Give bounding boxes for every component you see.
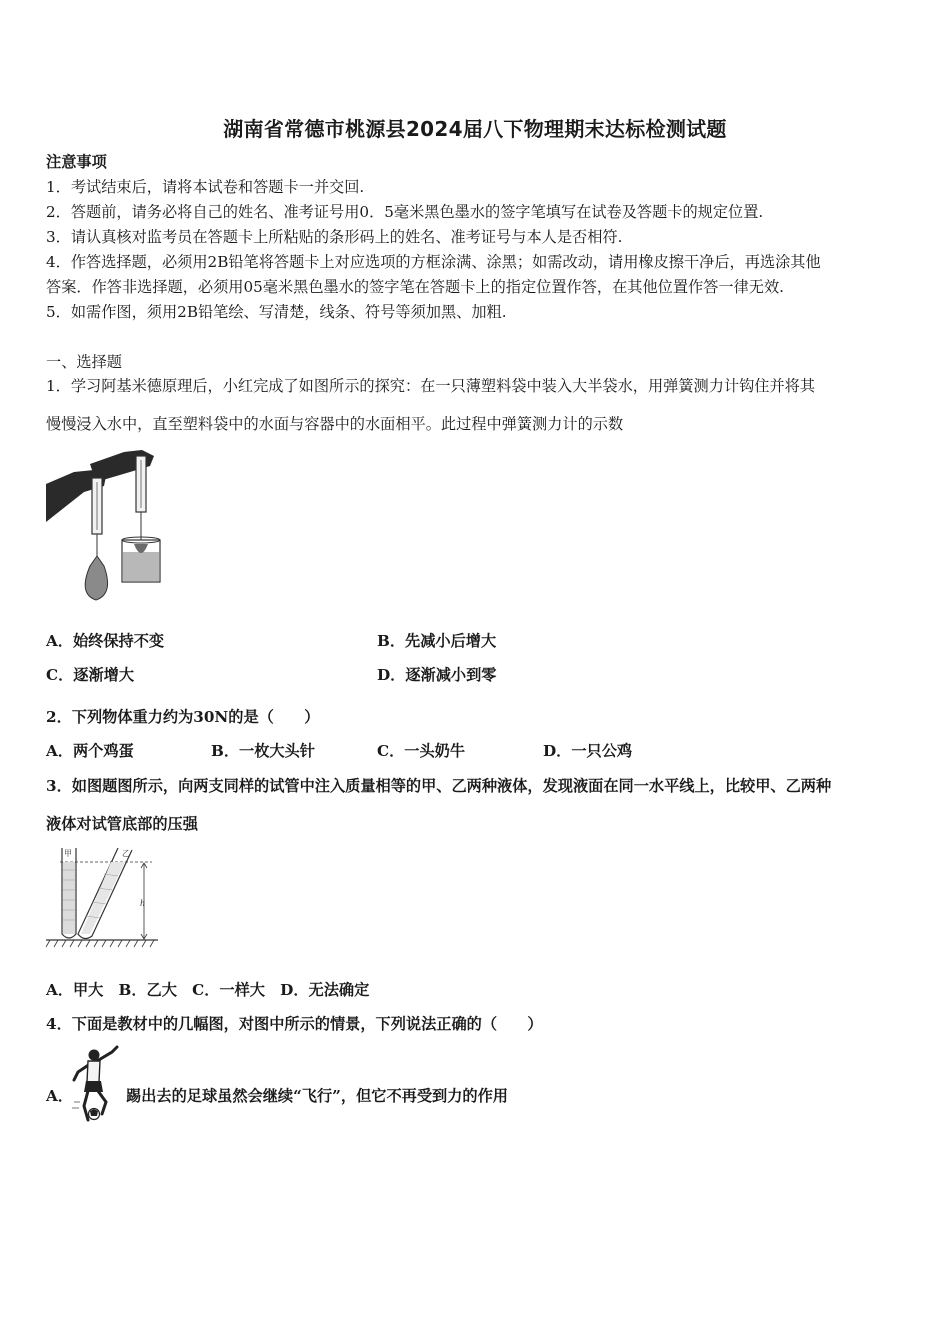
section-heading: 一、选择题 bbox=[46, 353, 122, 371]
q1-figure-spring-scale bbox=[44, 444, 164, 604]
notice-item: 1．考试结束后，请将本试卷和答题卡一并交回. bbox=[46, 178, 365, 196]
q3-stem-line1: 3．如图题图所示，向两支同样的试管中注入质量相等的甲、乙两种液体，发现液面在同一水平线上，比较甲、乙两种 bbox=[46, 777, 832, 795]
q2-option-d[interactable]: D．一只公鸡 bbox=[543, 742, 633, 760]
q3-figure-test-tubes bbox=[44, 844, 160, 954]
q1-option-c[interactable]: C．逐渐增大 bbox=[46, 666, 135, 684]
q3-label-jia: 甲 bbox=[64, 849, 72, 858]
q3-stem-line2: 液体对试管底部的压强 bbox=[46, 815, 198, 833]
q3-options[interactable]: A．甲大 B．乙大 C．一样大 D．无法确定 bbox=[46, 981, 370, 999]
q3-label-h: h bbox=[140, 899, 146, 908]
q4-stem: 4．下面是教材中的几幅图，对图中所示的情景，下列说法正确的（ ） bbox=[46, 1015, 543, 1033]
q1-option-b[interactable]: B．先减小后增大 bbox=[377, 632, 497, 650]
q1-option-d[interactable]: D．逐渐减小到零 bbox=[377, 666, 497, 684]
notice-item: 2．答题前，请务必将自己的姓名、准考证号用0．5毫米黑色墨水的签字笔填写在试卷及答题卡的规定位置. bbox=[46, 203, 764, 221]
notice-item: 5．如需作图，须用2B铅笔绘、写清楚，线条、符号等须加黑、加粗. bbox=[46, 303, 507, 321]
q2-option-b[interactable]: B．一枚大头针 bbox=[211, 742, 315, 760]
notice-heading: 注意事项 bbox=[46, 153, 107, 171]
q2-option-a[interactable]: A．两个鸡蛋 bbox=[46, 742, 134, 760]
q3-label-yi: 乙 bbox=[122, 849, 130, 858]
q1-stem-line2: 慢慢浸入水中，直至塑料袋中的水面与容器中的水面相平。此过程中弹簧测力计的示数 bbox=[46, 415, 624, 433]
notice-item: 4．作答选择题，必须用2B铅笔将答题卡上对应选项的方框涂满、涂黑；如需改动，请用橡皮擦干净后，再选涂其他 bbox=[46, 253, 821, 271]
q1-option-a[interactable]: A．始终保持不变 bbox=[46, 632, 165, 650]
notice-item: 答案．作答非选择题，必须用05毫米黑色墨水的签字笔在答题卡上的指定位置作答，在其他位置作答一律无效. bbox=[46, 278, 784, 296]
q2-stem: 2．下列物体重力约为30N的是（ ） bbox=[46, 708, 320, 726]
page-title: 湖南省常德市桃源县2024届八下物理期末达标检测试题 bbox=[223, 117, 727, 141]
notice-item: 3．请认真核对监考员在答题卡上所粘贴的条形码上的姓名、准考证号与本人是否相符. bbox=[46, 228, 623, 246]
q4-figure-football-player bbox=[72, 1046, 124, 1126]
q4-option-a-label[interactable]: A． bbox=[46, 1087, 73, 1105]
q2-option-c[interactable]: C．一头奶牛 bbox=[377, 742, 466, 760]
q4-option-a-text[interactable]: 踢出去的足球虽然会继续“飞行”，但它不再受到力的作用 bbox=[126, 1087, 508, 1105]
q1-stem-line1: 1．学习阿基米德原理后，小红完成了如图所示的探究：在一只薄塑料袋中装入大半袋水，用弹簧测力计钩住并将其 bbox=[46, 377, 816, 395]
